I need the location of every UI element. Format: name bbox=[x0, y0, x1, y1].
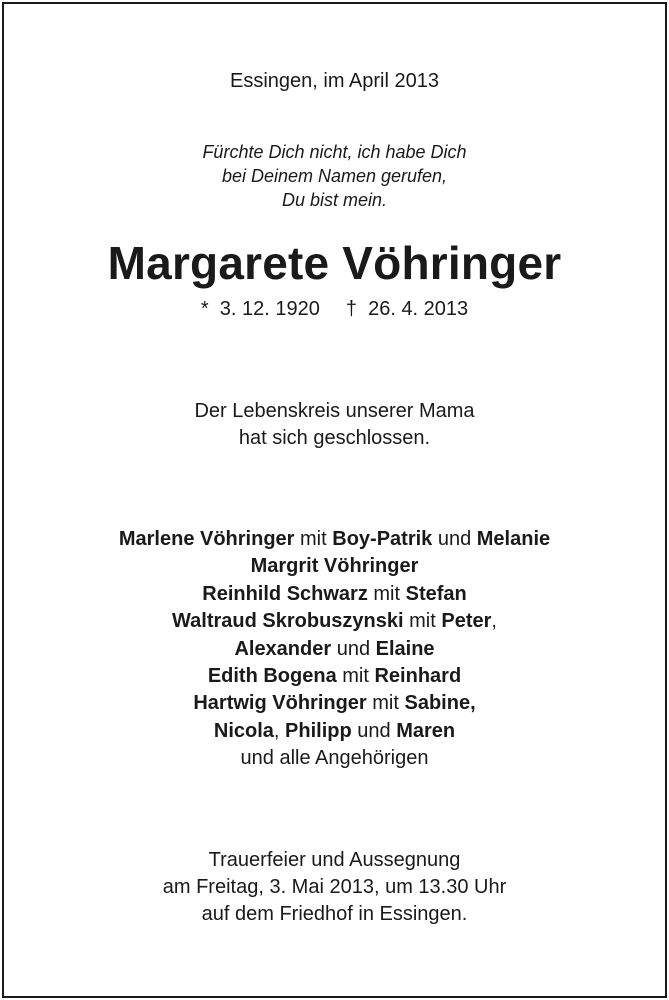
family-connector: und bbox=[351, 719, 397, 742]
family-member-name: Philipp bbox=[285, 719, 352, 742]
message-line-1: Der Lebenskreis unserer Mama bbox=[194, 400, 475, 422]
death-symbol: † bbox=[345, 298, 357, 320]
family-member-name: Elaine bbox=[375, 637, 435, 660]
deceased-name: Margarete Vöhringer bbox=[107, 237, 562, 289]
family-connector: , bbox=[491, 610, 497, 633]
family-line bbox=[0, 665, 669, 688]
death-date: 26. 4. 2013 bbox=[368, 298, 469, 320]
family-line bbox=[0, 583, 669, 606]
family-connector: und alle Angehörigen bbox=[240, 747, 429, 770]
family-member-name: Alexander bbox=[234, 637, 332, 660]
family-member-name: Stefan bbox=[405, 582, 467, 605]
birth-symbol: * bbox=[200, 298, 209, 320]
family-member-name: Sabine, bbox=[404, 692, 476, 715]
family-member-name: Edith Bogena bbox=[207, 665, 337, 687]
family-member-name: Hartwig Vöhringer bbox=[193, 692, 367, 715]
family-connector: mit bbox=[294, 528, 333, 550]
service-line-2: am Freitag, 3. Mai 2013, um 13.30 Uhr bbox=[162, 876, 507, 898]
family-line bbox=[0, 610, 669, 633]
place-date: Essingen, im April 2013 bbox=[229, 70, 439, 92]
family-connector: und bbox=[432, 528, 477, 550]
family-member-name: Boy-Patrik bbox=[332, 528, 433, 550]
family-member-name: Marlene Vöhringer bbox=[118, 528, 295, 550]
family-connector: und bbox=[331, 637, 376, 660]
family-connector: mit bbox=[403, 610, 442, 633]
service-line-1: Trauerfeier und Aussegnung bbox=[208, 849, 461, 871]
family-member-name: Margrit Vöhringer bbox=[250, 555, 419, 578]
family-connector: mit bbox=[366, 692, 405, 715]
family-line bbox=[0, 555, 669, 578]
family-connector: mit bbox=[336, 665, 375, 687]
life-dates bbox=[0, 298, 669, 321]
family-line bbox=[0, 528, 669, 551]
family-member-name: Maren bbox=[396, 719, 456, 742]
family-line bbox=[0, 747, 669, 770]
family-member-name: Melanie bbox=[476, 528, 551, 550]
family-member-name: Waltraud Skrobuszynski bbox=[172, 610, 404, 633]
family-connector: mit bbox=[367, 582, 406, 605]
family-line bbox=[0, 720, 669, 743]
verse-line-3: Du bist mein. bbox=[281, 190, 388, 210]
family-member-name: Reinhild Schwarz bbox=[202, 582, 368, 605]
birth-date: 3. 12. 1920 bbox=[219, 298, 320, 320]
service-line-3: auf dem Friedhof in Essingen. bbox=[201, 903, 468, 925]
family-line bbox=[0, 638, 669, 661]
family-member-name: Peter bbox=[441, 610, 492, 633]
family-line bbox=[0, 692, 669, 715]
verse-line-1: Fürchte Dich nicht, ich habe Dich bbox=[202, 142, 467, 162]
family-connector: , bbox=[273, 719, 286, 742]
verse-line-2: bei Deinem Namen gerufen, bbox=[221, 166, 448, 186]
family-member-name: Nicola bbox=[213, 719, 274, 742]
message-line-2: hat sich geschlossen. bbox=[238, 427, 431, 449]
family-member-name: Reinhard bbox=[374, 665, 462, 687]
